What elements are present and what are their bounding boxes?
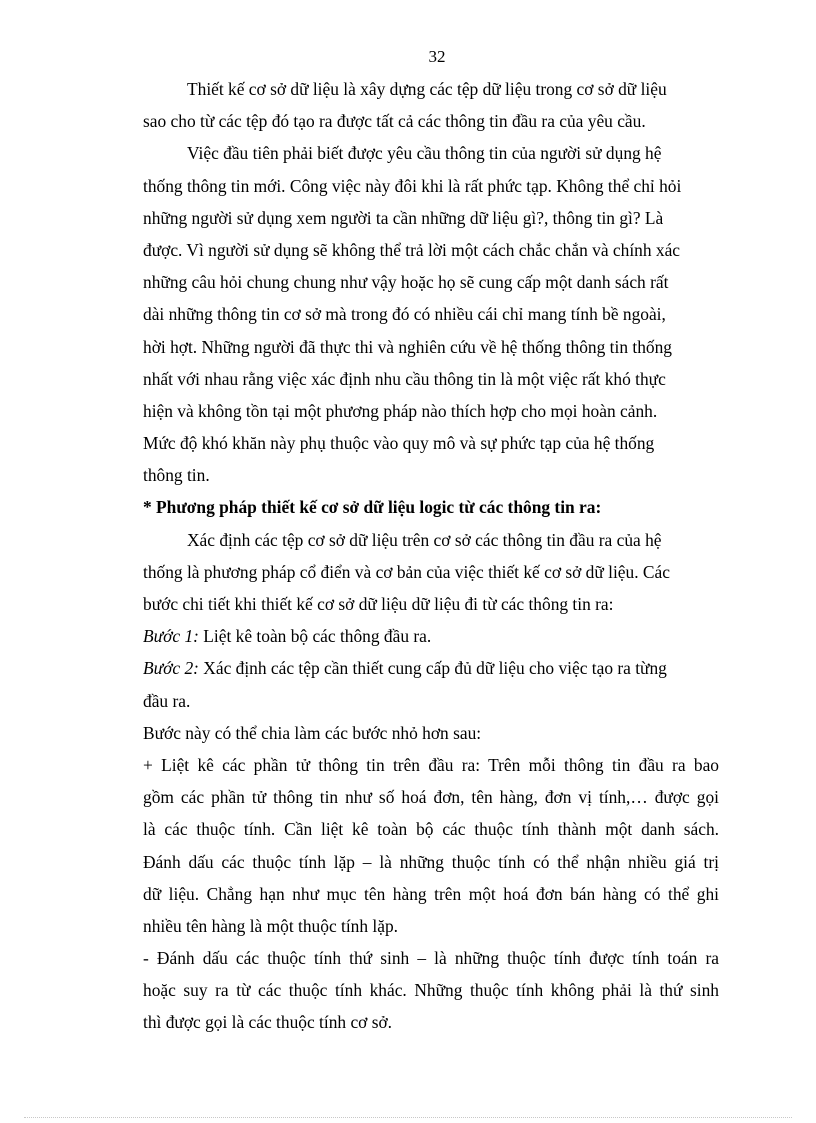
paragraph-line: đầu ra. [143, 690, 191, 711]
paragraph-line: dữ liệu. Chẳng hạn như mục tên hàng trên một hoá đơn bán hàng có thể ghi [143, 883, 719, 904]
paragraph-line: những người sử dụng xem người ta cần những dữ liệu gì?, thông tin gì? Là [143, 207, 664, 228]
page-number: 32 [428, 47, 446, 66]
paragraph-line: bước chi tiết khi thiết kế cơ sở dữ liệu dữ liệu đi từ các thông tin ra: [143, 594, 614, 614]
page-bottom-border [24, 1117, 792, 1118]
paragraph-line: - Đánh dấu các thuộc tính thứ sinh – là những thuộc tính được tính toán ra [143, 948, 719, 969]
paragraph-line: hiện và không tồn tại một phương pháp nào thích hợp cho mọi hoàn cảnh. [143, 400, 658, 421]
section-heading: * Phương pháp thiết kế cơ sở dữ liệu logic từ các thông tin ra: [143, 497, 602, 518]
paragraph-line: thống là phương pháp cổ điển và cơ bản của việc thiết kế cơ sở dữ liệu. Các [143, 561, 670, 582]
paragraph-line: thì được gọi là các thuộc tính cơ sở. [143, 1012, 393, 1033]
paragraph-line: hời hợt. Những người đã thực thi và nghiên cứu về hệ thống thông tin thống [143, 336, 672, 357]
paragraph-line: hoặc suy ra từ các thuộc tính khác. Những thuộc tính không phải là thứ sinh [143, 980, 719, 1001]
paragraph-line: Xác định các tệp cơ sở dữ liệu trên cơ sở các thông tin đầu ra của hệ [187, 529, 662, 550]
paragraph-line: nhiều tên hàng là một thuộc tính lặp. [143, 915, 399, 936]
paragraph-line: gồm các phần tử thông tin như số hoá đơn, tên hàng, đơn vị tính,… được gọi [143, 787, 719, 808]
step-1-text: Liệt kê toàn bộ các thông đầu ra. [198, 626, 432, 647]
paragraph-line: là các thuộc tính. Cần liệt kê toàn bộ các thuộc tính thành một danh sách. [143, 819, 719, 840]
step-2-text: Xác định các tệp cần thiết cung cấp đủ dữ liệu cho việc tạo ra từng [198, 658, 667, 679]
step-2-line [143, 652, 719, 684]
paragraph-line: Bước này có thể chia làm các bước nhỏ hơn sau: [143, 722, 482, 743]
step-2-label: Bước 2: [143, 658, 199, 679]
paragraph-line: Thiết kế cơ sở dữ liệu là xây dựng các tệp dữ liệu trong cơ sở dữ liệu [187, 79, 667, 99]
paragraph-line: Việc đầu tiên phải biết được yêu cầu thông tin của người sử dụng hệ [187, 143, 662, 164]
paragraph-line: thông tin. [143, 465, 210, 486]
paragraph-line: những câu hỏi chung chung như vậy hoặc họ sẽ cung cấp một danh sách rất [143, 272, 669, 293]
document-body [143, 73, 719, 1039]
paragraph-line: được. Vì người sử dụng sẽ không thể trả lời một cách chắc chắn và chính xác [143, 239, 681, 260]
paragraph-line: nhất với nhau rằng việc xác định nhu cầu thông tin là một việc rất khó thực [143, 368, 666, 389]
paragraph-line: Mức độ khó khăn này phụ thuộc vào quy mô và sự phức tạp của hệ thống [143, 433, 655, 454]
paragraph-line: + Liệt kê các phần tử thông tin trên đầu ra: Trên mỗi thông tin đầu ra bao [143, 754, 719, 775]
paragraph-line: sao cho từ các tệp đó tạo ra được tất cả các thông tin đầu ra của yêu cầu. [143, 111, 646, 132]
step-1-label: Bước 1: [143, 626, 199, 647]
paragraph-line: Đánh dấu các thuộc tính lặp – là những thuộc tính có thể nhận nhiều giá trị [143, 851, 719, 872]
step-1-line [143, 620, 719, 652]
paragraph-line: dài những thông tin cơ sở mà trong đó có nhiều cái chỉ mang tính bề ngoài, [143, 304, 666, 325]
paragraph-line: thống thông tin mới. Công việc này đôi khi là rất phức tạp. Không thể chỉ hỏi [143, 175, 682, 196]
